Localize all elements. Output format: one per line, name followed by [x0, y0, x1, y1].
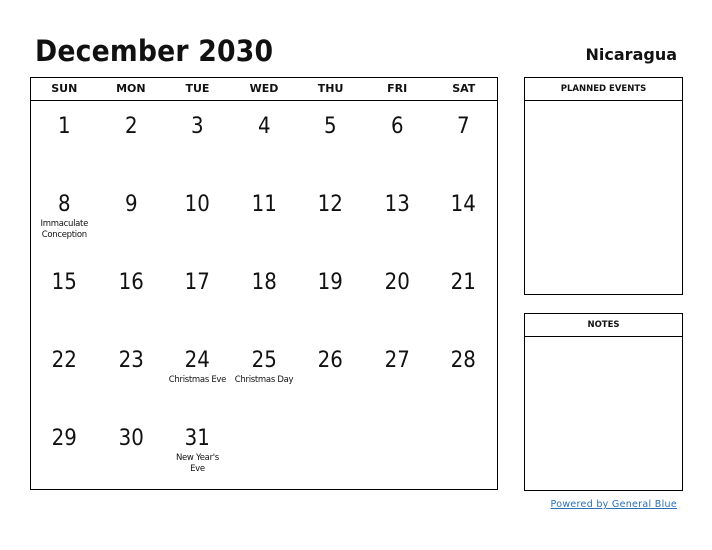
- day-number: 29: [51, 426, 77, 451]
- day-number: 16: [118, 270, 144, 295]
- day-number: 24: [184, 348, 211, 373]
- day-number: 2: [124, 114, 138, 139]
- day-cell: [164, 334, 231, 412]
- weekday-fri: FRI: [387, 82, 408, 95]
- day-cell: [430, 412, 497, 490]
- day-number: 27: [384, 348, 410, 373]
- day-cell: [164, 256, 231, 334]
- weekday-thu: THU: [317, 82, 344, 95]
- day-cell: [98, 412, 165, 490]
- weekday-mon: MON: [116, 82, 146, 95]
- day-cell: [31, 256, 98, 334]
- day-cell: [98, 100, 165, 178]
- day-cell: [164, 100, 231, 178]
- weekday-header-row: [31, 78, 497, 101]
- day-cell: [297, 256, 364, 334]
- day-cell: [364, 334, 431, 412]
- day-number: 4: [257, 114, 271, 139]
- day-cell: [98, 256, 165, 334]
- day-cell: [31, 334, 98, 412]
- day-cell: [297, 178, 364, 256]
- day-cell: [364, 256, 431, 334]
- day-number: 10: [184, 192, 211, 217]
- country-label: Nicaragua: [585, 45, 677, 64]
- day-number: 21: [451, 270, 477, 295]
- day-number: 1: [57, 114, 71, 139]
- day-cell: [430, 100, 497, 178]
- day-cell: [231, 334, 298, 412]
- day-number: 3: [191, 114, 204, 139]
- day-cell: [31, 178, 98, 256]
- holiday-label: Immaculate Conception: [40, 219, 89, 240]
- day-number: 30: [118, 426, 144, 451]
- day-number: 6: [390, 114, 404, 139]
- day-cell: [364, 412, 431, 490]
- page-title: December 2030: [35, 34, 274, 68]
- day-cell: [98, 334, 165, 412]
- powered-by-link[interactable]: Powered by General Blue: [550, 499, 677, 510]
- notes-panel: [524, 313, 683, 491]
- day-number: 17: [184, 270, 211, 295]
- day-cell: [364, 178, 431, 256]
- day-number: 18: [251, 270, 277, 295]
- day-number: 23: [118, 348, 144, 373]
- day-cell: [297, 100, 364, 178]
- calendar-week-row: [31, 256, 497, 334]
- holiday-label: New Year's Eve: [175, 453, 219, 474]
- calendar-week-row: [31, 178, 497, 256]
- day-number: 5: [324, 114, 337, 139]
- day-number: 26: [317, 348, 344, 373]
- weekday-sun: SUN: [51, 82, 78, 95]
- day-cell: [231, 412, 298, 490]
- planned-events-title: PLANNED EVENTS: [525, 78, 682, 101]
- day-number: 14: [451, 192, 477, 217]
- day-cell: [297, 334, 364, 412]
- day-number: 19: [317, 270, 344, 295]
- day-cell: [31, 412, 98, 490]
- holiday-label: Christmas Eve: [168, 375, 227, 385]
- calendar-week-row: [31, 412, 497, 490]
- day-number: 28: [451, 348, 477, 373]
- day-number: 15: [51, 270, 77, 295]
- calendar-grid: [30, 77, 498, 490]
- weekday-tue: TUE: [185, 82, 210, 95]
- day-cell: [430, 334, 497, 412]
- day-cell: [297, 412, 364, 490]
- calendar-week-row: [31, 100, 497, 178]
- notes-title: NOTES: [525, 314, 682, 337]
- day-cell: [164, 178, 231, 256]
- day-cell: [430, 178, 497, 256]
- day-number: 8: [57, 192, 71, 217]
- day-number: 31: [184, 426, 211, 451]
- day-number: 20: [384, 270, 410, 295]
- day-number: 9: [124, 192, 138, 217]
- day-number: 25: [251, 348, 277, 373]
- weekday-wed: WED: [249, 82, 279, 95]
- planned-events-panel: [524, 77, 683, 295]
- day-cell: [364, 100, 431, 178]
- day-number: 12: [317, 192, 344, 217]
- day-number: 22: [51, 348, 77, 373]
- day-cell: [430, 256, 497, 334]
- day-number: 13: [384, 192, 410, 217]
- day-number: 11: [251, 192, 277, 217]
- day-cell: [231, 256, 298, 334]
- day-cell: [231, 100, 298, 178]
- day-cell: [164, 412, 231, 490]
- calendar-weeks: [31, 100, 497, 490]
- day-cell: [231, 178, 298, 256]
- weekday-sat: SAT: [452, 82, 476, 95]
- day-cell: [98, 178, 165, 256]
- day-number: 7: [457, 114, 471, 139]
- holiday-label: Christmas Day: [234, 375, 294, 385]
- calendar-week-row: [31, 334, 497, 412]
- day-cell: [31, 100, 98, 178]
